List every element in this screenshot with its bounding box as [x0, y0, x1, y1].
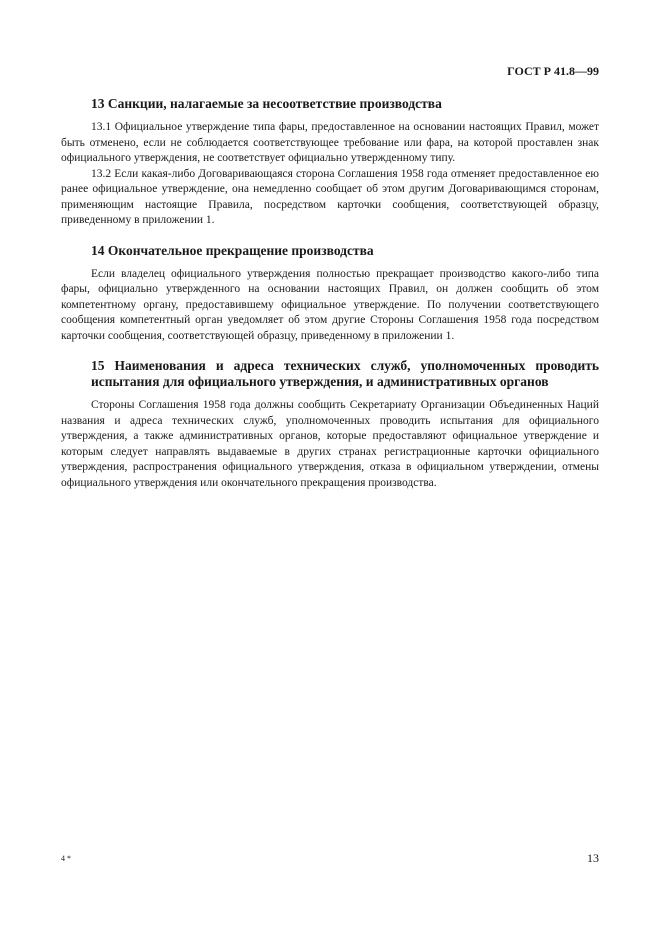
paragraph-15: Стороны Соглашения 1958 года должны сообщить Секретариату Организации Объединенных Наций названия и адреса технических служб, уполномоченных проводить испытания для официального утверждения, а также административных органов, которые предоставляют официальное утверждение и которым следует направлять выдаваемые в других странах регистрационные карточки официального утверждения, распространения официального утверждения, отказа в официальном утверждении, отмены официального утверждения или окончательного прекращения производства.: [61, 399, 599, 489]
section-15-heading: 15 Наименования и адреса технических служб, уполномоченных проводить испытания для официального утверждения, и административных органов: [91, 358, 599, 389]
document-code: ГОСТ Р 41.8—99: [507, 64, 599, 78]
sheet-mark: 4 *: [61, 854, 71, 863]
section-13-heading: 13 Санкции, налагаемые за несоответствие производства: [91, 96, 442, 111]
section-14: [61, 243, 599, 345]
paragraph-13-2: 13.2 Если какая-либо Договаривающаяся сторона Соглашения 1958 года отменяет предоставленное ею ранее официальное утверждение, она немедленно сообщает об этом другим Договаривающимся сторонам, применяющим настоящие Правила, посредством карточки сообщения, соответствующей образцу, приведенному в приложении 1.: [61, 167, 599, 226]
paragraph-13-1: 13.1 Официальное утверждение типа фары, предоставленное на основании настоящих Правил, может быть отменено, если не соблюдается соответствующее требование или фара, на которой проставлен знак официального утверждения, не соответствует официально утвержденному типу.: [61, 121, 599, 164]
page-number: 13: [587, 851, 599, 865]
document-body: [61, 96, 599, 505]
section-13: [61, 96, 599, 229]
section-14-heading: 14 Окончательное прекращение производства: [91, 242, 374, 258]
paragraph-14: Если владелец официального утверждения полностью прекращает производство какого-либо типа фары, официально утвержденного на основании настоящих Правил, он должен сообщить об этом компетентному органу, предоставившему официальное утверждение. По получении соответствующего сообщения компетентный орган уведомляет об этом другие Стороны Соглашения 1958 года посредством карточки сообщения, соответствующей образцу, приведенному в приложении 1.: [61, 267, 599, 342]
section-15: [61, 358, 599, 491]
